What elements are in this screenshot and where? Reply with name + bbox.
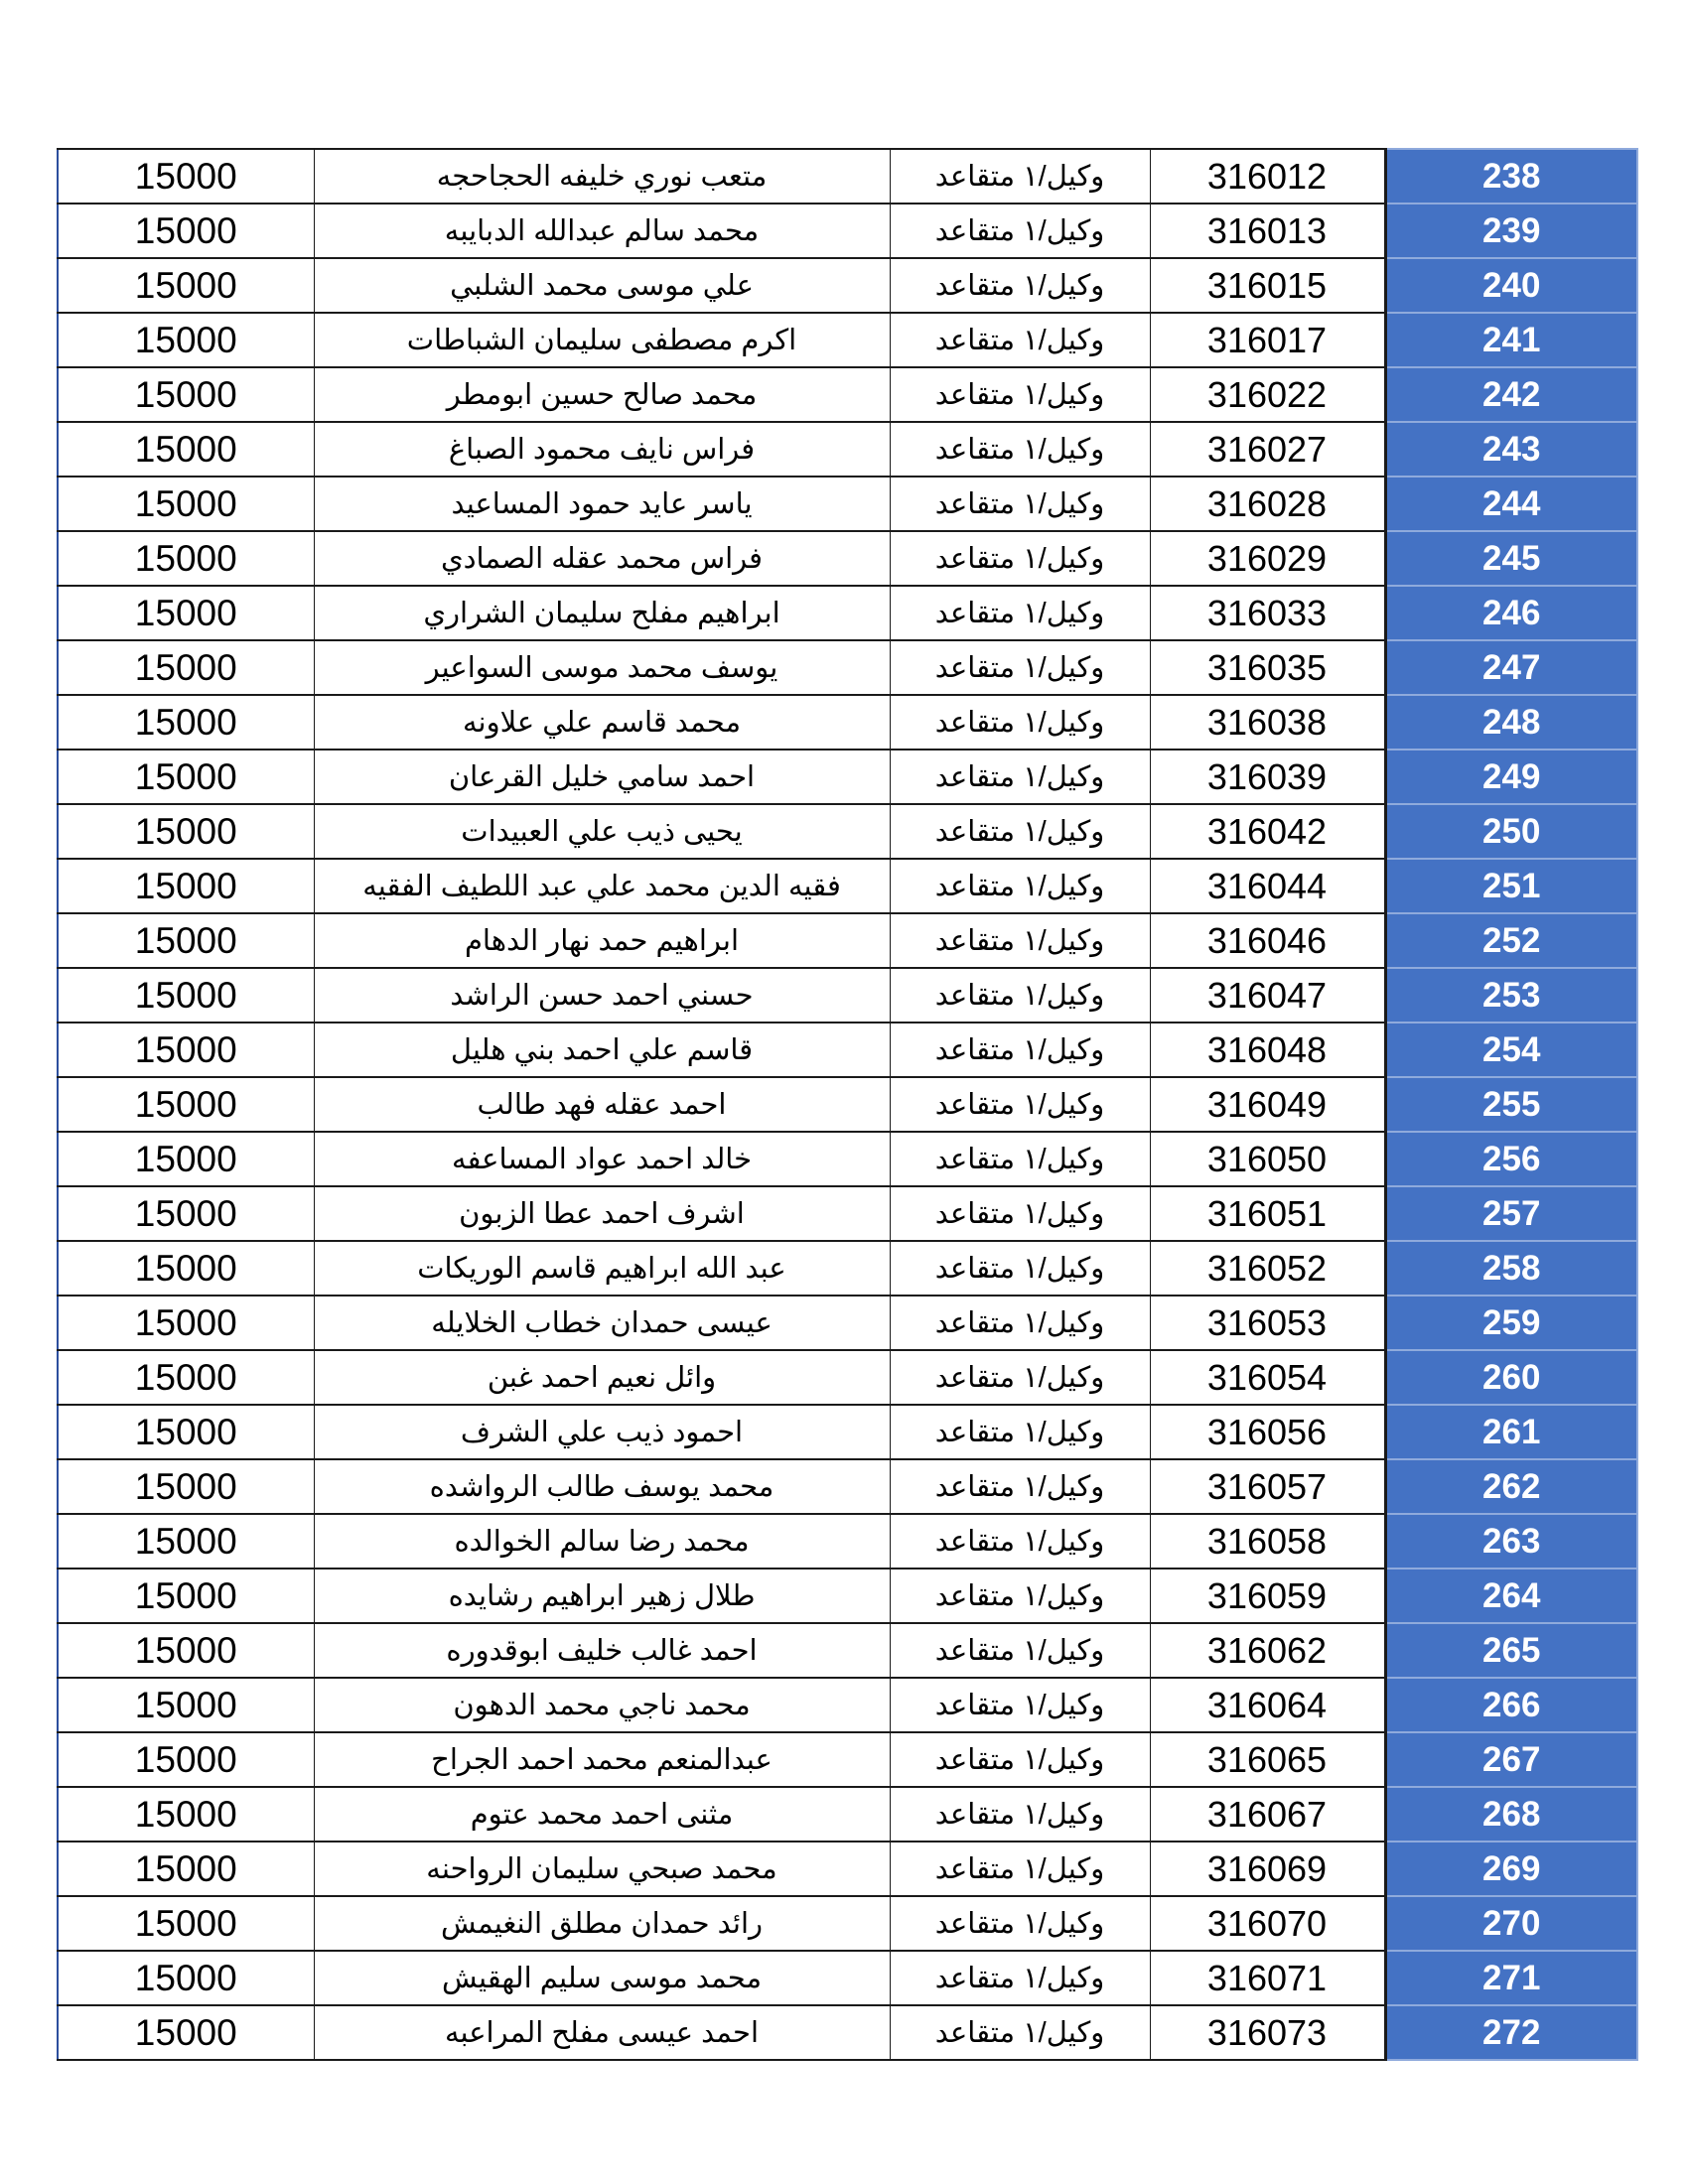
id-number-cell: 316071	[1150, 1951, 1385, 2005]
amount-cell: 15000	[58, 804, 314, 859]
table-row	[58, 1842, 1637, 1896]
table-row	[58, 1077, 1637, 1132]
id-number-cell: 316029	[1150, 531, 1385, 586]
rank-cell: وكيل/١ متقاعد	[890, 367, 1150, 422]
amount-cell: 15000	[58, 477, 314, 531]
name-cell: ياسر عايد حمود المساعيد	[314, 477, 890, 531]
amount-cell: 15000	[58, 1732, 314, 1787]
table-row	[58, 1296, 1637, 1350]
id-number-cell: 316050	[1150, 1132, 1385, 1186]
rank-cell: وكيل/١ متقاعد	[890, 1405, 1150, 1459]
table-row	[58, 913, 1637, 968]
name-cell: فقيه الدين محمد علي عبد اللطيف الفقيه	[314, 859, 890, 913]
table-row	[58, 1951, 1637, 2005]
rank-cell: وكيل/١ متقاعد	[890, 149, 1150, 204]
amount-cell: 15000	[58, 695, 314, 750]
name-cell: فراس نايف محمود الصباغ	[314, 422, 890, 477]
row-number-cell: 242	[1385, 367, 1637, 422]
table-row	[58, 477, 1637, 531]
table-row	[58, 1132, 1637, 1186]
amount-cell: 15000	[58, 1842, 314, 1896]
amount-cell: 15000	[58, 1077, 314, 1132]
row-number-cell: 249	[1385, 750, 1637, 804]
rank-cell: وكيل/١ متقاعد	[890, 1842, 1150, 1896]
rank-cell: وكيل/١ متقاعد	[890, 1077, 1150, 1132]
id-number-cell: 316058	[1150, 1514, 1385, 1569]
row-number-cell: 250	[1385, 804, 1637, 859]
rank-cell: وكيل/١ متقاعد	[890, 859, 1150, 913]
table-row	[58, 1514, 1637, 1569]
amount-cell: 15000	[58, 1678, 314, 1732]
id-number-cell: 316046	[1150, 913, 1385, 968]
table-row	[58, 859, 1637, 913]
name-cell: احمد سامي خليل القرعان	[314, 750, 890, 804]
row-number-cell: 263	[1385, 1514, 1637, 1569]
rank-cell: وكيل/١ متقاعد	[890, 640, 1150, 695]
amount-cell: 15000	[58, 586, 314, 640]
table-row	[58, 1678, 1637, 1732]
amount-cell: 15000	[58, 750, 314, 804]
id-number-cell: 316057	[1150, 1459, 1385, 1514]
id-number-cell: 316039	[1150, 750, 1385, 804]
rank-cell: وكيل/١ متقاعد	[890, 695, 1150, 750]
amount-cell: 15000	[58, 204, 314, 258]
rank-cell: وكيل/١ متقاعد	[890, 313, 1150, 367]
id-number-cell: 316067	[1150, 1787, 1385, 1842]
amount-cell: 15000	[58, 2005, 314, 2060]
row-number-cell: 241	[1385, 313, 1637, 367]
name-cell: اكرم مصطفى سليمان الشباطات	[314, 313, 890, 367]
name-cell: يوسف محمد موسى السواعير	[314, 640, 890, 695]
rank-cell: وكيل/١ متقاعد	[890, 1787, 1150, 1842]
name-cell: وائل نعيم احمد غبن	[314, 1350, 890, 1405]
row-number-cell: 243	[1385, 422, 1637, 477]
amount-cell: 15000	[58, 859, 314, 913]
amount-cell: 15000	[58, 258, 314, 313]
table-row	[58, 258, 1637, 313]
amount-cell: 15000	[58, 640, 314, 695]
table-row	[58, 804, 1637, 859]
rank-cell: وكيل/١ متقاعد	[890, 586, 1150, 640]
row-number-cell: 271	[1385, 1951, 1637, 2005]
name-cell: محمد سالم عبدالله الدبايبه	[314, 204, 890, 258]
rank-cell: وكيل/١ متقاعد	[890, 1350, 1150, 1405]
name-cell: احمد عيسى مفلح المراعبه	[314, 2005, 890, 2060]
table-row	[58, 968, 1637, 1023]
amount-cell: 15000	[58, 1132, 314, 1186]
table-row	[58, 1241, 1637, 1296]
id-number-cell: 316051	[1150, 1186, 1385, 1241]
row-number-cell: 265	[1385, 1623, 1637, 1678]
rank-cell: وكيل/١ متقاعد	[890, 477, 1150, 531]
table-row	[58, 422, 1637, 477]
name-cell: محمد رضا سالم الخوالده	[314, 1514, 890, 1569]
table-row	[58, 1023, 1637, 1077]
rank-cell: وكيل/١ متقاعد	[890, 1296, 1150, 1350]
table-row	[58, 1569, 1637, 1623]
rank-cell: وكيل/١ متقاعد	[890, 422, 1150, 477]
row-number-cell: 238	[1385, 149, 1637, 204]
row-number-cell: 257	[1385, 1186, 1637, 1241]
rank-cell: وكيل/١ متقاعد	[890, 1951, 1150, 2005]
name-cell: محمد موسى سليم الهقيش	[314, 1951, 890, 2005]
name-cell: متعب نوري خليفه الحجاحجه	[314, 149, 890, 204]
row-number-cell: 269	[1385, 1842, 1637, 1896]
row-number-cell: 258	[1385, 1241, 1637, 1296]
name-cell: ابراهيم حمد نهار الدهام	[314, 913, 890, 968]
id-number-cell: 316035	[1150, 640, 1385, 695]
table-row	[58, 1732, 1637, 1787]
personnel-table	[57, 148, 1638, 2061]
name-cell: عبد الله ابراهيم قاسم الوريكات	[314, 1241, 890, 1296]
amount-cell: 15000	[58, 1241, 314, 1296]
row-number-cell: 272	[1385, 2005, 1637, 2060]
rank-cell: وكيل/١ متقاعد	[890, 1241, 1150, 1296]
table-row	[58, 1459, 1637, 1514]
amount-cell: 15000	[58, 1896, 314, 1951]
id-number-cell: 316033	[1150, 586, 1385, 640]
table-row	[58, 1405, 1637, 1459]
rank-cell: وكيل/١ متقاعد	[890, 204, 1150, 258]
amount-cell: 15000	[58, 1787, 314, 1842]
name-cell: محمد يوسف طالب الرواشده	[314, 1459, 890, 1514]
row-number-cell: 247	[1385, 640, 1637, 695]
amount-cell: 15000	[58, 968, 314, 1023]
rank-cell: وكيل/١ متقاعد	[890, 1896, 1150, 1951]
row-number-cell: 270	[1385, 1896, 1637, 1951]
row-number-cell: 264	[1385, 1569, 1637, 1623]
amount-cell: 15000	[58, 1023, 314, 1077]
row-number-cell: 255	[1385, 1077, 1637, 1132]
row-number-cell: 256	[1385, 1132, 1637, 1186]
row-number-cell: 248	[1385, 695, 1637, 750]
name-cell: احمود ذيب علي الشرف	[314, 1405, 890, 1459]
id-number-cell: 316053	[1150, 1296, 1385, 1350]
amount-cell: 15000	[58, 531, 314, 586]
row-number-cell: 245	[1385, 531, 1637, 586]
amount-cell: 15000	[58, 1569, 314, 1623]
amount-cell: 15000	[58, 1186, 314, 1241]
row-number-cell: 266	[1385, 1678, 1637, 1732]
rank-cell: وكيل/١ متقاعد	[890, 968, 1150, 1023]
rank-cell: وكيل/١ متقاعد	[890, 1186, 1150, 1241]
id-number-cell: 316054	[1150, 1350, 1385, 1405]
amount-cell: 15000	[58, 913, 314, 968]
id-number-cell: 316042	[1150, 804, 1385, 859]
table-row	[58, 2005, 1637, 2060]
table-row	[58, 586, 1637, 640]
table-row	[58, 1787, 1637, 1842]
amount-cell: 15000	[58, 1623, 314, 1678]
amount-cell: 15000	[58, 1951, 314, 2005]
amount-cell: 15000	[58, 1296, 314, 1350]
id-number-cell: 316028	[1150, 477, 1385, 531]
row-number-cell: 244	[1385, 477, 1637, 531]
table-row	[58, 531, 1637, 586]
row-number-cell: 268	[1385, 1787, 1637, 1842]
name-cell: عيسى حمدان خطاب الخلايله	[314, 1296, 890, 1350]
row-number-cell: 253	[1385, 968, 1637, 1023]
amount-cell: 15000	[58, 1405, 314, 1459]
row-number-cell: 239	[1385, 204, 1637, 258]
rank-cell: وكيل/١ متقاعد	[890, 1569, 1150, 1623]
id-number-cell: 316065	[1150, 1732, 1385, 1787]
amount-cell: 15000	[58, 422, 314, 477]
row-number-cell: 262	[1385, 1459, 1637, 1514]
table-row	[58, 1350, 1637, 1405]
amount-cell: 15000	[58, 1459, 314, 1514]
table-row	[58, 695, 1637, 750]
name-cell: احمد عقله فهد طالب	[314, 1077, 890, 1132]
name-cell: طلال زهير ابراهيم رشايده	[314, 1569, 890, 1623]
rank-cell: وكيل/١ متقاعد	[890, 750, 1150, 804]
name-cell: محمد قاسم علي علاونه	[314, 695, 890, 750]
rank-cell: وكيل/١ متقاعد	[890, 1459, 1150, 1514]
id-number-cell: 316070	[1150, 1896, 1385, 1951]
table-row	[58, 640, 1637, 695]
row-number-cell: 240	[1385, 258, 1637, 313]
rank-cell: وكيل/١ متقاعد	[890, 531, 1150, 586]
personnel-table-body	[58, 149, 1637, 2060]
table-row	[58, 750, 1637, 804]
name-cell: اشرف احمد عطا الزبون	[314, 1186, 890, 1241]
row-number-cell: 252	[1385, 913, 1637, 968]
id-number-cell: 316044	[1150, 859, 1385, 913]
id-number-cell: 316048	[1150, 1023, 1385, 1077]
row-number-cell: 251	[1385, 859, 1637, 913]
id-number-cell: 316027	[1150, 422, 1385, 477]
id-number-cell: 316017	[1150, 313, 1385, 367]
name-cell: محمد ناجي محمد الدهون	[314, 1678, 890, 1732]
name-cell: يحيى ذيب علي العبيدات	[314, 804, 890, 859]
row-number-cell: 267	[1385, 1732, 1637, 1787]
rank-cell: وكيل/١ متقاعد	[890, 804, 1150, 859]
name-cell: عبدالمنعم محمد احمد الجراح	[314, 1732, 890, 1787]
rank-cell: وكيل/١ متقاعد	[890, 913, 1150, 968]
name-cell: رائد حمدان مطلق النغيمش	[314, 1896, 890, 1951]
id-number-cell: 316052	[1150, 1241, 1385, 1296]
name-cell: فراس محمد عقله الصمادي	[314, 531, 890, 586]
amount-cell: 15000	[58, 313, 314, 367]
row-number-cell: 246	[1385, 586, 1637, 640]
name-cell: ابراهيم مفلح سليمان الشراري	[314, 586, 890, 640]
row-number-cell: 261	[1385, 1405, 1637, 1459]
name-cell: خالد احمد عواد المساعفه	[314, 1132, 890, 1186]
row-number-cell: 260	[1385, 1350, 1637, 1405]
id-number-cell: 316062	[1150, 1623, 1385, 1678]
rank-cell: وكيل/١ متقاعد	[890, 1514, 1150, 1569]
id-number-cell: 316012	[1150, 149, 1385, 204]
id-number-cell: 316022	[1150, 367, 1385, 422]
name-cell: حسني احمد حسن الراشد	[314, 968, 890, 1023]
id-number-cell: 316047	[1150, 968, 1385, 1023]
table-row	[58, 313, 1637, 367]
amount-cell: 15000	[58, 149, 314, 204]
rank-cell: وكيل/١ متقاعد	[890, 1623, 1150, 1678]
rank-cell: وكيل/١ متقاعد	[890, 2005, 1150, 2060]
name-cell: مثنى احمد محمد عتوم	[314, 1787, 890, 1842]
rank-cell: وكيل/١ متقاعد	[890, 1678, 1150, 1732]
id-number-cell: 316015	[1150, 258, 1385, 313]
id-number-cell: 316049	[1150, 1077, 1385, 1132]
id-number-cell: 316056	[1150, 1405, 1385, 1459]
rank-cell: وكيل/١ متقاعد	[890, 258, 1150, 313]
table-row	[58, 1623, 1637, 1678]
name-cell: محمد صبحي سليمان الرواحنه	[314, 1842, 890, 1896]
name-cell: محمد صالح حسين ابومطر	[314, 367, 890, 422]
id-number-cell: 316064	[1150, 1678, 1385, 1732]
amount-cell: 15000	[58, 1514, 314, 1569]
table-row	[58, 149, 1637, 204]
id-number-cell: 316038	[1150, 695, 1385, 750]
id-number-cell: 316059	[1150, 1569, 1385, 1623]
table-row	[58, 1896, 1637, 1951]
amount-cell: 15000	[58, 1350, 314, 1405]
name-cell: احمد غالب خليف ابوقدوره	[314, 1623, 890, 1678]
table-row	[58, 204, 1637, 258]
id-number-cell: 316073	[1150, 2005, 1385, 2060]
name-cell: علي موسى محمد الشلبي	[314, 258, 890, 313]
table-row	[58, 367, 1637, 422]
rank-cell: وكيل/١ متقاعد	[890, 1732, 1150, 1787]
table-row	[58, 1186, 1637, 1241]
rank-cell: وكيل/١ متقاعد	[890, 1132, 1150, 1186]
name-cell: قاسم علي احمد بني هليل	[314, 1023, 890, 1077]
id-number-cell: 316013	[1150, 204, 1385, 258]
row-number-cell: 254	[1385, 1023, 1637, 1077]
id-number-cell: 316069	[1150, 1842, 1385, 1896]
amount-cell: 15000	[58, 367, 314, 422]
row-number-cell: 259	[1385, 1296, 1637, 1350]
rank-cell: وكيل/١ متقاعد	[890, 1023, 1150, 1077]
